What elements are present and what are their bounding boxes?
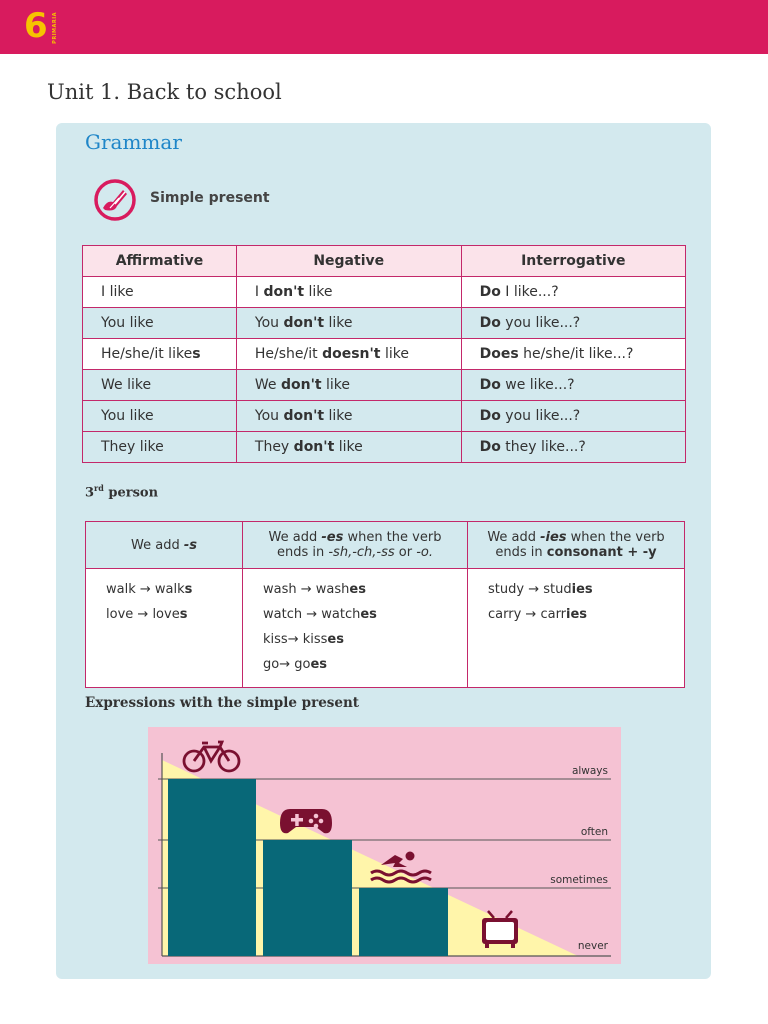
cell-interrogative: Do we like...? [461,370,685,401]
list-item: love → loves [106,607,188,622]
table-row [83,308,686,339]
cell-interrogative: Do I like...? [461,277,685,308]
table-row [83,432,686,463]
table-row [83,370,686,401]
cell-negative: You don't like [236,308,461,339]
header-interrogative: Interrogative [461,246,685,277]
grade-number: 6 [24,6,48,46]
grade-label: PRIMARIA [52,12,58,44]
cell-affirmative: You like [83,308,237,339]
examples-ies [468,569,685,688]
label-always: always [571,765,608,777]
section-title: Grammar [85,130,182,154]
header-add-s: We add -s [86,522,243,569]
expressions-title: Expressions with the simple present [85,695,360,711]
list-item: carry → carries [488,607,588,622]
cell-affirmative: I like [83,277,237,308]
label-often: often [580,826,608,838]
cell-affirmative: You like [83,401,237,432]
cell-negative: I don't like [236,277,461,308]
list-item: walk → walks [106,582,193,597]
bar-sometimes [359,888,448,956]
header-add-es: We add -es when the verb ends in -sh,-ch,-ss or -o. [243,522,468,569]
cell-negative: He/she/it doesn't like [236,339,461,370]
cell-negative: We don't like [236,370,461,401]
header-add-ies: We add -ies when the verb ends in consonant + -y [468,522,685,569]
list-item: kiss→ kisses [263,632,344,647]
cell-affirmative: He/she/it likes [83,339,237,370]
examples-s [86,569,243,688]
cell-negative: You don't like [236,401,461,432]
cell-negative: They don't like [236,432,461,463]
examples-es [243,569,468,688]
top-banner [0,0,768,54]
cell-interrogative: Do you like...? [461,401,685,432]
conjugation-table [82,245,686,463]
list-item: study → studies [488,582,593,597]
third-person-table [85,521,685,688]
table-row [83,339,686,370]
cell-interrogative: Does he/she/it like...? [461,339,685,370]
bar-often [263,840,352,956]
unit-title: Unit 1. Back to school [47,80,282,104]
frequency-chart [148,727,621,964]
list-item: wash → washes [263,582,366,597]
cell-affirmative: They like [83,432,237,463]
bar-always [168,779,256,956]
list-item: go→ goes [263,657,328,672]
label-never: never [577,940,608,952]
header-affirmative: Affirmative [83,246,237,277]
list-item: watch → watches [263,607,377,622]
third-person-title: 3rd person [85,483,159,501]
label-sometimes: sometimes [550,874,608,886]
cell-interrogative: Do they like...? [461,432,685,463]
table-row [83,277,686,308]
cell-affirmative: We like [83,370,237,401]
pencil-hand-icon [93,178,137,222]
cell-interrogative: Do you like...? [461,308,685,339]
table-row [83,401,686,432]
topic-title: Simple present [150,190,270,206]
header-negative: Negative [236,246,461,277]
